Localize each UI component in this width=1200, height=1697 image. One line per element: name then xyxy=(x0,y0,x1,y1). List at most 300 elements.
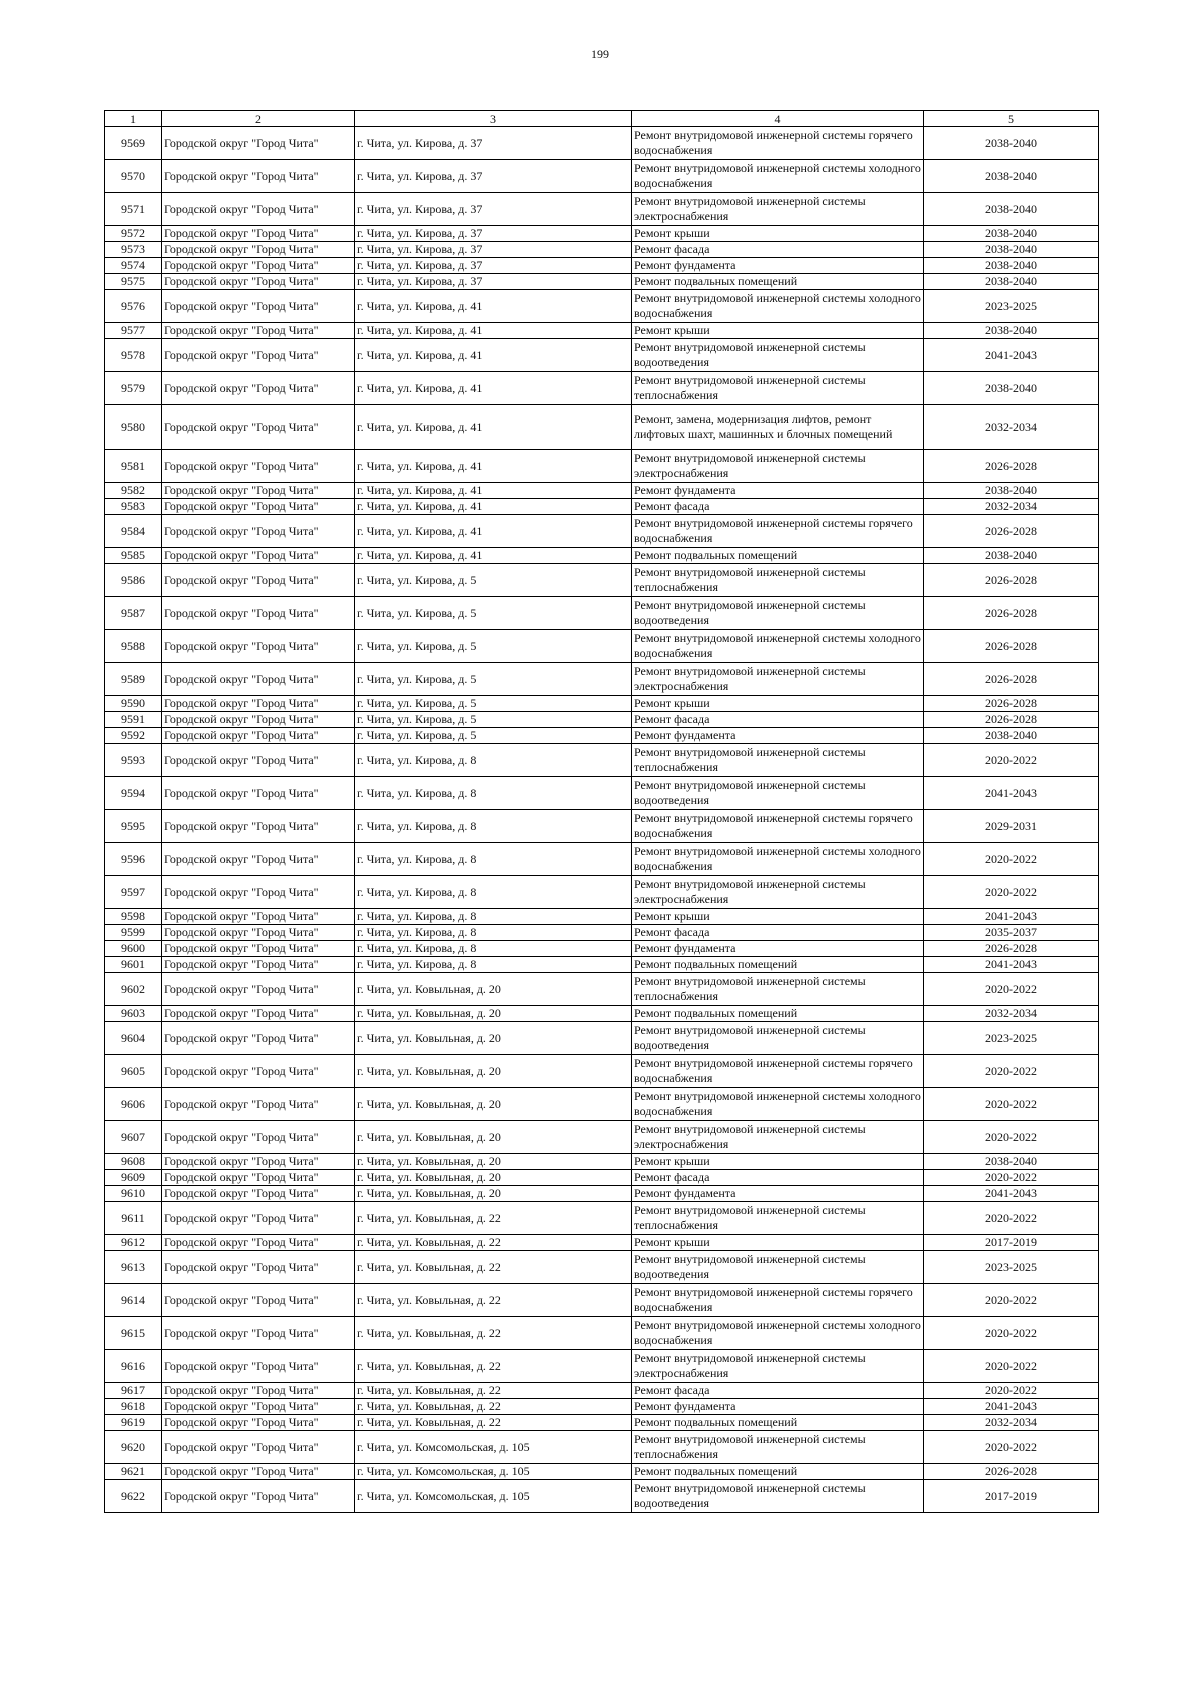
work-type-cell: Ремонт подвальных помещений xyxy=(632,957,924,973)
row-number-cell: 9580 xyxy=(105,405,162,450)
table-row xyxy=(105,1464,1099,1480)
work-type-cell: Ремонт фасада xyxy=(632,1383,924,1399)
row-number-cell: 9578 xyxy=(105,339,162,372)
table-row xyxy=(105,876,1099,909)
row-number-cell: 9587 xyxy=(105,597,162,630)
address-cell: г. Чита, ул. Кирова, д. 5 xyxy=(355,728,632,744)
address-cell: г. Чита, ул. Кирова, д. 8 xyxy=(355,876,632,909)
address-cell: г. Чита, ул. Кирова, д. 41 xyxy=(355,548,632,564)
work-type-cell: Ремонт фасада xyxy=(632,925,924,941)
address-cell: г. Чита, ул. Ковыльная, д. 20 xyxy=(355,1186,632,1202)
row-number-cell: 9603 xyxy=(105,1006,162,1022)
municipality-cell: Городской округ "Город Чита" xyxy=(162,1170,355,1186)
row-number-cell: 9621 xyxy=(105,1464,162,1480)
municipality-cell: Городской округ "Город Чита" xyxy=(162,226,355,242)
period-cell: 2026-2028 xyxy=(924,941,1099,957)
period-cell: 2038-2040 xyxy=(924,258,1099,274)
address-cell: г. Чита, ул. Ковыльная, д. 20 xyxy=(355,973,632,1006)
address-cell: г. Чита, ул. Комсомольская, д. 105 xyxy=(355,1480,632,1513)
period-cell: 2017-2019 xyxy=(924,1235,1099,1251)
work-type-cell: Ремонт подвальных помещений xyxy=(632,1464,924,1480)
row-number-cell: 9607 xyxy=(105,1121,162,1154)
address-cell: г. Чита, ул. Кирова, д. 5 xyxy=(355,597,632,630)
work-type-cell: Ремонт крыши xyxy=(632,1235,924,1251)
table-row xyxy=(105,1415,1099,1431)
period-cell: 2038-2040 xyxy=(924,226,1099,242)
period-cell: 2041-2043 xyxy=(924,909,1099,925)
work-type-cell: Ремонт крыши xyxy=(632,226,924,242)
address-cell: г. Чита, ул. Кирова, д. 37 xyxy=(355,242,632,258)
period-cell: 2032-2034 xyxy=(924,499,1099,515)
period-cell: 2038-2040 xyxy=(924,728,1099,744)
address-cell: г. Чита, ул. Комсомольская, д. 105 xyxy=(355,1464,632,1480)
table-row xyxy=(105,925,1099,941)
table-row xyxy=(105,1088,1099,1121)
period-cell: 2041-2043 xyxy=(924,1399,1099,1415)
municipality-cell: Городской округ "Город Чита" xyxy=(162,843,355,876)
address-cell: г. Чита, ул. Кирова, д. 41 xyxy=(355,290,632,323)
period-cell: 2020-2022 xyxy=(924,744,1099,777)
row-number-cell: 9573 xyxy=(105,242,162,258)
work-type-cell: Ремонт фундамента xyxy=(632,728,924,744)
municipality-cell: Городской округ "Город Чита" xyxy=(162,876,355,909)
address-cell: г. Чита, ул. Кирова, д. 37 xyxy=(355,274,632,290)
column-header: 1 xyxy=(105,111,162,127)
municipality-cell: Городской округ "Город Чита" xyxy=(162,1317,355,1350)
row-number-cell: 9575 xyxy=(105,274,162,290)
row-number-cell: 9577 xyxy=(105,323,162,339)
table-row xyxy=(105,405,1099,450)
municipality-cell: Городской округ "Город Чита" xyxy=(162,696,355,712)
period-cell: 2038-2040 xyxy=(924,160,1099,193)
period-cell: 2020-2022 xyxy=(924,876,1099,909)
municipality-cell: Городской округ "Город Чита" xyxy=(162,1088,355,1121)
table-row xyxy=(105,258,1099,274)
period-cell: 2035-2037 xyxy=(924,925,1099,941)
address-cell: г. Чита, ул. Кирова, д. 37 xyxy=(355,258,632,274)
table-row xyxy=(105,1383,1099,1399)
work-type-cell: Ремонт внутридомовой инженерной системы теплоснабжения xyxy=(632,1202,924,1235)
table-row xyxy=(105,728,1099,744)
municipality-cell: Городской округ "Город Чита" xyxy=(162,909,355,925)
municipality-cell: Городской округ "Город Чита" xyxy=(162,372,355,405)
column-header: 5 xyxy=(924,111,1099,127)
period-cell: 2026-2028 xyxy=(924,597,1099,630)
row-number-cell: 9588 xyxy=(105,630,162,663)
municipality-cell: Городской округ "Город Чита" xyxy=(162,1154,355,1170)
table-row xyxy=(105,1235,1099,1251)
address-cell: г. Чита, ул. Кирова, д. 41 xyxy=(355,339,632,372)
work-type-cell: Ремонт подвальных помещений xyxy=(632,274,924,290)
row-number-cell: 9619 xyxy=(105,1415,162,1431)
address-cell: г. Чита, ул. Кирова, д. 41 xyxy=(355,515,632,548)
row-number-cell: 9594 xyxy=(105,777,162,810)
work-type-cell: Ремонт крыши xyxy=(632,1154,924,1170)
table-row xyxy=(105,1055,1099,1088)
table-row xyxy=(105,274,1099,290)
table-row xyxy=(105,1317,1099,1350)
period-cell: 2023-2025 xyxy=(924,1251,1099,1284)
row-number-cell: 9572 xyxy=(105,226,162,242)
work-type-cell: Ремонт внутридомовой инженерной системы электроснабжения xyxy=(632,1121,924,1154)
work-type-cell: Ремонт внутридомовой инженерной системы горячего водоснабжения xyxy=(632,127,924,160)
municipality-cell: Городской округ "Город Чита" xyxy=(162,663,355,696)
address-cell: г. Чита, ул. Кирова, д. 8 xyxy=(355,843,632,876)
municipality-cell: Городской округ "Город Чита" xyxy=(162,1350,355,1383)
municipality-cell: Городской округ "Город Чита" xyxy=(162,973,355,1006)
work-type-cell: Ремонт внутридомовой инженерной системы водоотведения xyxy=(632,1251,924,1284)
column-header: 3 xyxy=(355,111,632,127)
table-row xyxy=(105,941,1099,957)
period-cell: 2041-2043 xyxy=(924,1186,1099,1202)
period-cell: 2032-2034 xyxy=(924,1415,1099,1431)
page-number: 199 xyxy=(591,47,609,61)
period-cell: 2038-2040 xyxy=(924,483,1099,499)
municipality-cell: Городской округ "Город Чита" xyxy=(162,274,355,290)
period-cell: 2026-2028 xyxy=(924,663,1099,696)
work-type-cell: Ремонт внутридомовой инженерной системы теплоснабжения xyxy=(632,1431,924,1464)
period-cell: 2038-2040 xyxy=(924,127,1099,160)
address-cell: г. Чита, ул. Ковыльная, д. 22 xyxy=(355,1251,632,1284)
period-cell: 2020-2022 xyxy=(924,1383,1099,1399)
period-cell: 2020-2022 xyxy=(924,1284,1099,1317)
address-cell: г. Чита, ул. Кирова, д. 5 xyxy=(355,696,632,712)
work-type-cell: Ремонт внутридомовой инженерной системы водоотведения xyxy=(632,339,924,372)
table-body xyxy=(105,127,1099,1513)
municipality-cell: Городской округ "Город Чита" xyxy=(162,1022,355,1055)
row-number-cell: 9606 xyxy=(105,1088,162,1121)
period-cell: 2020-2022 xyxy=(924,1055,1099,1088)
municipality-cell: Городской округ "Город Чита" xyxy=(162,1415,355,1431)
address-cell: г. Чита, ул. Кирова, д. 5 xyxy=(355,564,632,597)
row-number-cell: 9597 xyxy=(105,876,162,909)
municipality-cell: Городской округ "Город Чита" xyxy=(162,515,355,548)
row-number-cell: 9581 xyxy=(105,450,162,483)
row-number-cell: 9571 xyxy=(105,193,162,226)
table-row xyxy=(105,450,1099,483)
period-cell: 2026-2028 xyxy=(924,564,1099,597)
municipality-cell: Городской округ "Город Чита" xyxy=(162,127,355,160)
work-type-cell: Ремонт, замена, модернизация лифтов, ремонт лифтовых шахт, машинных и блочных помещений xyxy=(632,405,924,450)
municipality-cell: Городской округ "Город Чита" xyxy=(162,941,355,957)
municipality-cell: Городской округ "Город Чита" xyxy=(162,193,355,226)
work-type-cell: Ремонт внутридомовой инженерной системы электроснабжения xyxy=(632,876,924,909)
address-cell: г. Чита, ул. Ковыльная, д. 22 xyxy=(355,1317,632,1350)
municipality-cell: Городской округ "Город Чита" xyxy=(162,1235,355,1251)
period-cell: 2032-2034 xyxy=(924,405,1099,450)
address-cell: г. Чита, ул. Кирова, д. 8 xyxy=(355,744,632,777)
work-type-cell: Ремонт внутридомовой инженерной системы теплоснабжения xyxy=(632,973,924,1006)
address-cell: г. Чита, ул. Кирова, д. 37 xyxy=(355,127,632,160)
row-number-cell: 9599 xyxy=(105,925,162,941)
period-cell: 2026-2028 xyxy=(924,712,1099,728)
table-row xyxy=(105,957,1099,973)
table-row xyxy=(105,1202,1099,1235)
table-row xyxy=(105,1022,1099,1055)
address-cell: г. Чита, ул. Ковыльная, д. 22 xyxy=(355,1399,632,1415)
work-type-cell: Ремонт внутридомовой инженерной системы холодного водоснабжения xyxy=(632,1088,924,1121)
table-row xyxy=(105,339,1099,372)
work-type-cell: Ремонт внутридомовой инженерной системы водоотведения xyxy=(632,597,924,630)
address-cell: г. Чита, ул. Ковыльная, д. 22 xyxy=(355,1415,632,1431)
address-cell: г. Чита, ул. Кирова, д. 8 xyxy=(355,941,632,957)
row-number-cell: 9600 xyxy=(105,941,162,957)
row-number-cell: 9574 xyxy=(105,258,162,274)
row-number-cell: 9582 xyxy=(105,483,162,499)
work-type-cell: Ремонт фундамента xyxy=(632,258,924,274)
work-type-cell: Ремонт внутридомовой инженерной системы водоотведения xyxy=(632,1480,924,1513)
period-cell: 2023-2025 xyxy=(924,1022,1099,1055)
work-type-cell: Ремонт внутридомовой инженерной системы горячего водоснабжения xyxy=(632,1055,924,1088)
address-cell: г. Чита, ул. Комсомольская, д. 105 xyxy=(355,1431,632,1464)
period-cell: 2020-2022 xyxy=(924,1170,1099,1186)
table-row xyxy=(105,1154,1099,1170)
row-number-cell: 9601 xyxy=(105,957,162,973)
table-row xyxy=(105,810,1099,843)
row-number-cell: 9605 xyxy=(105,1055,162,1088)
work-type-cell: Ремонт фундамента xyxy=(632,1186,924,1202)
municipality-cell: Городской округ "Город Чита" xyxy=(162,728,355,744)
municipality-cell: Городской округ "Город Чита" xyxy=(162,1431,355,1464)
address-cell: г. Чита, ул. Кирова, д. 5 xyxy=(355,712,632,728)
table-row xyxy=(105,843,1099,876)
table-row xyxy=(105,1121,1099,1154)
period-cell: 2029-2031 xyxy=(924,810,1099,843)
address-cell: г. Чита, ул. Ковыльная, д. 20 xyxy=(355,1088,632,1121)
row-number-cell: 9622 xyxy=(105,1480,162,1513)
municipality-cell: Городской округ "Город Чита" xyxy=(162,450,355,483)
work-type-cell: Ремонт внутридомовой инженерной системы горячего водоснабжения xyxy=(632,1284,924,1317)
municipality-cell: Городской округ "Город Чита" xyxy=(162,597,355,630)
period-cell: 2020-2022 xyxy=(924,1088,1099,1121)
work-type-cell: Ремонт внутридомовой инженерной системы холодного водоснабжения xyxy=(632,843,924,876)
row-number-cell: 9569 xyxy=(105,127,162,160)
municipality-cell: Городской округ "Город Чита" xyxy=(162,925,355,941)
work-type-cell: Ремонт фасада xyxy=(632,712,924,728)
work-type-cell: Ремонт подвальных помещений xyxy=(632,1006,924,1022)
table-row xyxy=(105,1350,1099,1383)
row-number-cell: 9616 xyxy=(105,1350,162,1383)
address-cell: г. Чита, ул. Ковыльная, д. 20 xyxy=(355,1170,632,1186)
address-cell: г. Чита, ул. Ковыльная, д. 20 xyxy=(355,1121,632,1154)
work-type-cell: Ремонт внутридомовой инженерной системы электроснабжения xyxy=(632,193,924,226)
row-number-cell: 9579 xyxy=(105,372,162,405)
work-type-cell: Ремонт внутридомовой инженерной системы холодного водоснабжения xyxy=(632,1317,924,1350)
period-cell: 2041-2043 xyxy=(924,957,1099,973)
municipality-cell: Городской округ "Город Чита" xyxy=(162,564,355,597)
address-cell: г. Чита, ул. Кирова, д. 37 xyxy=(355,226,632,242)
row-number-cell: 9615 xyxy=(105,1317,162,1350)
table-row xyxy=(105,290,1099,323)
period-cell: 2038-2040 xyxy=(924,193,1099,226)
work-type-cell: Ремонт внутридомовой инженерной системы водоотведения xyxy=(632,1022,924,1055)
row-number-cell: 9592 xyxy=(105,728,162,744)
table-row xyxy=(105,515,1099,548)
municipality-cell: Городской округ "Город Чита" xyxy=(162,242,355,258)
work-type-cell: Ремонт крыши xyxy=(632,909,924,925)
address-cell: г. Чита, ул. Кирова, д. 41 xyxy=(355,323,632,339)
work-type-cell: Ремонт внутридомовой инженерной системы электроснабжения xyxy=(632,1350,924,1383)
municipality-cell: Городской округ "Город Чита" xyxy=(162,323,355,339)
column-header: 4 xyxy=(632,111,924,127)
address-cell: г. Чита, ул. Кирова, д. 41 xyxy=(355,450,632,483)
municipality-cell: Городской округ "Город Чита" xyxy=(162,499,355,515)
address-cell: г. Чита, ул. Кирова, д. 41 xyxy=(355,483,632,499)
row-number-cell: 9612 xyxy=(105,1235,162,1251)
work-type-cell: Ремонт фасада xyxy=(632,499,924,515)
work-type-cell: Ремонт внутридомовой инженерной системы холодного водоснабжения xyxy=(632,290,924,323)
period-cell: 2038-2040 xyxy=(924,323,1099,339)
period-cell: 2038-2040 xyxy=(924,1154,1099,1170)
period-cell: 2020-2022 xyxy=(924,1121,1099,1154)
period-cell: 2026-2028 xyxy=(924,450,1099,483)
address-cell: г. Чита, ул. Ковыльная, д. 20 xyxy=(355,1154,632,1170)
municipality-cell: Городской округ "Город Чита" xyxy=(162,1121,355,1154)
table-row xyxy=(105,499,1099,515)
row-number-cell: 9604 xyxy=(105,1022,162,1055)
address-cell: г. Чита, ул. Кирова, д. 5 xyxy=(355,663,632,696)
work-schedule-table xyxy=(104,110,1099,1513)
table-row xyxy=(105,1399,1099,1415)
municipality-cell: Городской округ "Город Чита" xyxy=(162,744,355,777)
row-number-cell: 9591 xyxy=(105,712,162,728)
address-cell: г. Чита, ул. Ковыльная, д. 20 xyxy=(355,1006,632,1022)
municipality-cell: Городской округ "Город Чита" xyxy=(162,1251,355,1284)
period-cell: 2038-2040 xyxy=(924,242,1099,258)
table-row xyxy=(105,597,1099,630)
work-type-cell: Ремонт фасада xyxy=(632,242,924,258)
work-type-cell: Ремонт внутридомовой инженерной системы теплоснабжения xyxy=(632,744,924,777)
table-row xyxy=(105,1431,1099,1464)
address-cell: г. Чита, ул. Кирова, д. 41 xyxy=(355,499,632,515)
period-cell: 2020-2022 xyxy=(924,1202,1099,1235)
work-type-cell: Ремонт внутридомовой инженерной системы холодного водоснабжения xyxy=(632,630,924,663)
period-cell: 2020-2022 xyxy=(924,843,1099,876)
address-cell: г. Чита, ул. Кирова, д. 37 xyxy=(355,193,632,226)
row-number-cell: 9576 xyxy=(105,290,162,323)
address-cell: г. Чита, ул. Кирова, д. 8 xyxy=(355,957,632,973)
row-number-cell: 9590 xyxy=(105,696,162,712)
period-cell: 2026-2028 xyxy=(924,630,1099,663)
municipality-cell: Городской округ "Город Чита" xyxy=(162,777,355,810)
column-number-row xyxy=(105,111,1099,127)
table-row xyxy=(105,630,1099,663)
work-type-cell: Ремонт подвальных помещений xyxy=(632,1415,924,1431)
period-cell: 2020-2022 xyxy=(924,973,1099,1006)
address-cell: г. Чита, ул. Кирова, д. 8 xyxy=(355,909,632,925)
municipality-cell: Городской округ "Город Чита" xyxy=(162,1202,355,1235)
period-cell: 2023-2025 xyxy=(924,290,1099,323)
row-number-cell: 9593 xyxy=(105,744,162,777)
table-row xyxy=(105,127,1099,160)
table-row xyxy=(105,1480,1099,1513)
period-cell: 2032-2034 xyxy=(924,1006,1099,1022)
period-cell: 2038-2040 xyxy=(924,548,1099,564)
table-row xyxy=(105,744,1099,777)
row-number-cell: 9611 xyxy=(105,1202,162,1235)
address-cell: г. Чита, ул. Кирова, д. 5 xyxy=(355,630,632,663)
table-row xyxy=(105,909,1099,925)
table-row xyxy=(105,323,1099,339)
address-cell: г. Чита, ул. Ковыльная, д. 22 xyxy=(355,1350,632,1383)
municipality-cell: Городской округ "Город Чита" xyxy=(162,258,355,274)
row-number-cell: 9609 xyxy=(105,1170,162,1186)
row-number-cell: 9602 xyxy=(105,973,162,1006)
municipality-cell: Городской округ "Город Чита" xyxy=(162,405,355,450)
table-row xyxy=(105,696,1099,712)
work-type-cell: Ремонт внутридомовой инженерной системы электроснабжения xyxy=(632,663,924,696)
address-cell: г. Чита, ул. Ковыльная, д. 22 xyxy=(355,1202,632,1235)
municipality-cell: Городской округ "Город Чита" xyxy=(162,1383,355,1399)
address-cell: г. Чита, ул. Ковыльная, д. 22 xyxy=(355,1284,632,1317)
row-number-cell: 9589 xyxy=(105,663,162,696)
row-number-cell: 9610 xyxy=(105,1186,162,1202)
address-cell: г. Чита, ул. Кирова, д. 41 xyxy=(355,372,632,405)
period-cell: 2020-2022 xyxy=(924,1431,1099,1464)
table-row xyxy=(105,1186,1099,1202)
table-row xyxy=(105,663,1099,696)
row-number-cell: 9617 xyxy=(105,1383,162,1399)
period-cell: 2017-2019 xyxy=(924,1480,1099,1513)
row-number-cell: 9614 xyxy=(105,1284,162,1317)
municipality-cell: Городской округ "Город Чита" xyxy=(162,1399,355,1415)
column-header: 2 xyxy=(162,111,355,127)
period-cell: 2020-2022 xyxy=(924,1317,1099,1350)
work-type-cell: Ремонт внутридомовой инженерной системы водоотведения xyxy=(632,777,924,810)
municipality-cell: Городской округ "Город Чита" xyxy=(162,290,355,323)
table-row xyxy=(105,973,1099,1006)
row-number-cell: 9596 xyxy=(105,843,162,876)
row-number-cell: 9620 xyxy=(105,1431,162,1464)
table-row xyxy=(105,1006,1099,1022)
table-row xyxy=(105,226,1099,242)
address-cell: г. Чита, ул. Ковыльная, д. 22 xyxy=(355,1235,632,1251)
table-row xyxy=(105,1170,1099,1186)
row-number-cell: 9586 xyxy=(105,564,162,597)
work-type-cell: Ремонт внутридомовой инженерной системы горячего водоснабжения xyxy=(632,810,924,843)
work-type-cell: Ремонт внутридомовой инженерной системы электроснабжения xyxy=(632,450,924,483)
work-type-cell: Ремонт внутридомовой инженерной системы горячего водоснабжения xyxy=(632,515,924,548)
municipality-cell: Городской округ "Город Чита" xyxy=(162,1006,355,1022)
work-type-cell: Ремонт фундамента xyxy=(632,1399,924,1415)
work-type-cell: Ремонт крыши xyxy=(632,323,924,339)
row-number-cell: 9608 xyxy=(105,1154,162,1170)
table-row xyxy=(105,483,1099,499)
municipality-cell: Городской округ "Город Чита" xyxy=(162,1055,355,1088)
work-type-cell: Ремонт внутридомовой инженерной системы теплоснабжения xyxy=(632,564,924,597)
table-row xyxy=(105,1251,1099,1284)
table-row xyxy=(105,193,1099,226)
table-row xyxy=(105,372,1099,405)
work-type-cell: Ремонт подвальных помещений xyxy=(632,548,924,564)
address-cell: г. Чита, ул. Ковыльная, д. 20 xyxy=(355,1022,632,1055)
municipality-cell: Городской округ "Город Чита" xyxy=(162,483,355,499)
table-row xyxy=(105,1284,1099,1317)
row-number-cell: 9584 xyxy=(105,515,162,548)
table-row xyxy=(105,777,1099,810)
table-row xyxy=(105,712,1099,728)
table-row xyxy=(105,160,1099,193)
work-type-cell: Ремонт фундамента xyxy=(632,941,924,957)
row-number-cell: 9598 xyxy=(105,909,162,925)
period-cell: 2041-2043 xyxy=(924,777,1099,810)
municipality-cell: Городской округ "Город Чита" xyxy=(162,630,355,663)
row-number-cell: 9613 xyxy=(105,1251,162,1284)
period-cell: 2041-2043 xyxy=(924,339,1099,372)
municipality-cell: Городской округ "Город Чита" xyxy=(162,339,355,372)
municipality-cell: Городской округ "Город Чита" xyxy=(162,548,355,564)
work-type-cell: Ремонт крыши xyxy=(632,696,924,712)
